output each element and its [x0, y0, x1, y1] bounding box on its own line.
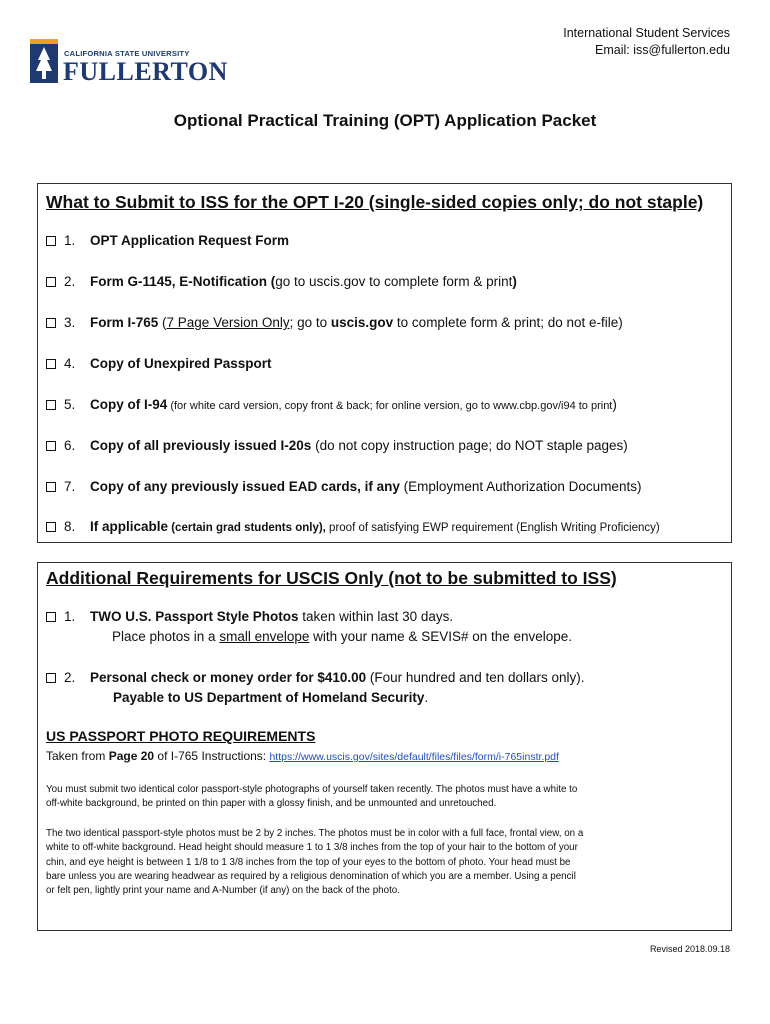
checkbox[interactable]: [46, 612, 56, 622]
photo-requirements-source: Taken from Page 20 of I-765 Instructions: https://www.uscis.gov/sites/default/files/files/form/i-765instr.pdf: [46, 749, 559, 763]
checklist-item-3: 3. Form I-765 (7 Page Version Only; go to uscis.gov to complete form & print; do not e-file): [46, 314, 623, 332]
uscis-item-2: 2. Personal check or money order for $410.00 (Four hundred and ten dollars only).: [46, 669, 585, 687]
photo-paragraph-1: You must submit two identical color passport-style photographs of yourself taken recently. The photos must have a white to off-white background, be printed on thin paper with a glossy finish, and be unmounted and unretouched.: [46, 784, 578, 810]
checklist-item-8: 8. If applicable (certain grad students only), proof of satisfying EWP requirement (English Writing Proficiency): [46, 518, 660, 537]
section2-heading: Additional Requirements for USCIS Only (not to be submitted to ISS): [46, 568, 617, 588]
checklist-item-7: 7. Copy of any previously issued EAD cards, if any (Employment Authorization Documents): [46, 478, 641, 496]
uscis-item-1-detail: Place photos in a small envelope with your name & SEVIS# on the envelope.: [112, 629, 573, 644]
submit-to-iss-section: [37, 183, 732, 543]
i765-instructions-link[interactable]: https://www.uscis.gov/sites/default/files/files/form/i-765instr.pdf: [269, 751, 559, 763]
uscis-requirements-section: [37, 562, 732, 931]
uscis-item-1: 1. TWO U.S. Passport Style Photos taken within last 30 days.: [46, 608, 453, 626]
section1-heading: What to Submit to ISS for the OPT I-20 (single-sided copies only; do not staple): [46, 192, 704, 212]
contact-info: [563, 25, 730, 59]
email-line: Email: iss@fullerton.edu: [595, 43, 730, 57]
logo-university: CALIFORNIA STATE UNIVERSITY: [64, 49, 190, 58]
page-title: Optional Practical Training (OPT) Application Packet: [173, 111, 597, 130]
checklist-item-5: 5. Copy of I-94 (for white card version, copy front & back; for online version, go to www.cbp.gov/i94 to print): [46, 396, 617, 415]
checkbox[interactable]: [46, 673, 56, 683]
checklist-item-6: 6. Copy of all previously issued I-20s (do not copy instruction page; do NOT staple pages): [46, 437, 628, 455]
uscis-item-2-detail: Payable to US Department of Homeland Security.: [113, 690, 429, 705]
checkbox[interactable]: [46, 318, 56, 328]
photo-paragraph-2: The two identical passport-style photos must be 2 by 2 inches. The photos must be in color with a full face, frontal view, on a white to off-white background. Head height should measure 1 to 1 3/8 inches from the top of your hair to the bottom of your chin, and eye height is between 1 1/8 to 1 3/8 inches from the top of your eyes to the bottom of photo. Your head must be bare unless you are wearing headwear as required by a religious denomination of which you are a member. Using a pencil or felt pen, lightly print your name and A-Number (if any) on the back of the photo.: [46, 828, 584, 897]
checkbox[interactable]: [46, 482, 56, 492]
checklist-item-2: 2. Form G-1145, E-Notification (go to uscis.gov to complete form & print): [46, 273, 517, 291]
checklist-item-4: 4. Copy of Unexpired Passport: [46, 355, 272, 373]
csuf-logo: [29, 38, 228, 86]
checkbox[interactable]: [46, 441, 56, 451]
photo-requirements-heading: US PASSPORT PHOTO REQUIREMENTS: [46, 728, 316, 744]
revised-date: Revised 2018.09.18: [649, 944, 730, 954]
checkbox[interactable]: [46, 277, 56, 287]
tower-icon: [29, 38, 59, 84]
checkbox[interactable]: [46, 359, 56, 369]
checklist-item-1: 1. OPT Application Request Form: [46, 232, 289, 250]
checkbox[interactable]: [46, 236, 56, 246]
logo-fullerton: FULLERTON: [63, 57, 228, 86]
checkbox[interactable]: [46, 400, 56, 410]
org-name: International Student Services: [563, 26, 730, 40]
checkbox[interactable]: [46, 522, 56, 532]
